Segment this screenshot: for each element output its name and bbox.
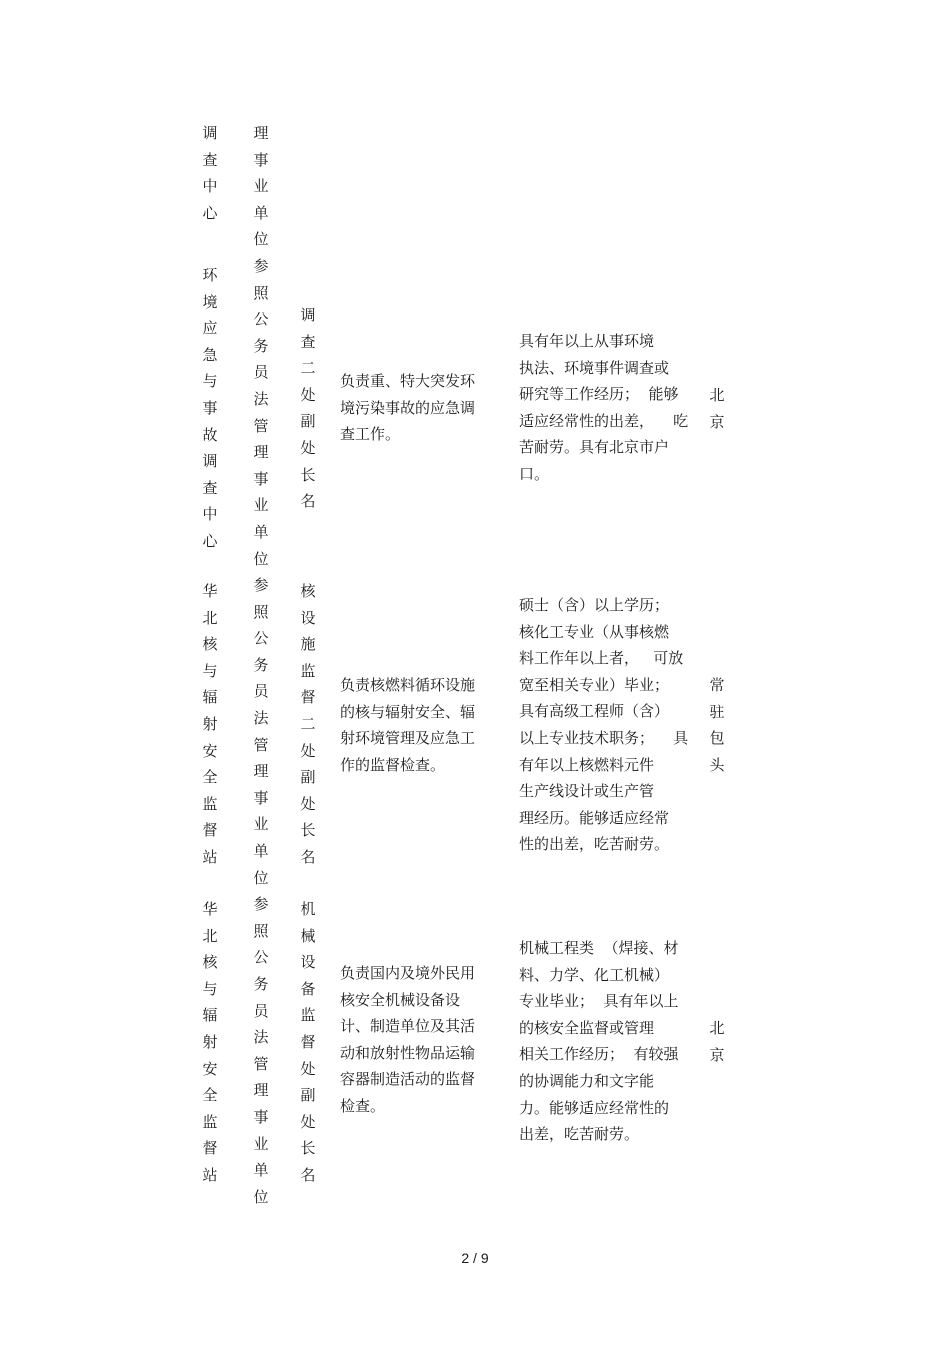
- unit-name-3: 华 北 核 与 辐 射 安 全 监 督 站: [202, 900, 218, 1184]
- unit-name-2: 华 北 核 与 辐 射 安 全 监 督 站: [202, 582, 218, 866]
- position-1: 核 设 施 监 督 二 处 副 处 长 名: [300, 582, 316, 866]
- unit-name-1: 环 境 应 急 与 事 故 调 查 中 心: [202, 266, 218, 550]
- location-2: 北 京: [709, 1019, 725, 1064]
- requirement-text-1: 硕士（含）以上学历； 核化工专业（从事核燃 料工作年以上者， 可放 宽至相关专业）毕业； 具有高级工程师（含） 以上专业技术职务； 具 有年以上核燃料元件 生产线设计或生产管 理经历。能够适应经常 性的出差，吃苦耐劳。: [519, 596, 689, 854]
- duty-text-1: 负责核燃料循环设施 的核与辐射安全、辐 射环境管理及应急工 作的监督检查。: [340, 676, 476, 774]
- duty-text-2: 负责国内及境外民用 核安全机械设备设 计、制造单位及其活 动和放射性物品运输 容器制造活动的监督 检查。: [340, 964, 476, 1115]
- unit-type-0: 理 事 业 单 位 参 照 公 务 员 法 管 理 事 业 单 位 参 照 公 务 员 法 管 理 事 业 单 位 参 照 公 务 员 法 管 理 事 业 单 位: [253, 124, 269, 1206]
- requirement-text-0: 具有年以上从事环境 执法、环境事件调查或 研究等工作经历； 能够 适应经常性的出差， 吃 苦耐劳。具有北京市户 口。: [519, 332, 689, 483]
- unit-name-0: 调 查 中 心: [202, 124, 218, 222]
- page-number: 2 / 9: [461, 1250, 489, 1266]
- location-1: 常 驻 包 头: [709, 676, 725, 774]
- requirement-text-2: 机械工程类 （焊接、材 料、力学、化工机械） 专业毕业； 具有年以上 的核安全监督或管理 相关工作经历； 有较强 的协调能力和文字能 力。能够适应经常性的 出差，吃苦耐劳。: [519, 939, 679, 1144]
- position-0: 调 查 二 处 副 处 长 名: [300, 306, 316, 511]
- location-0: 北 京: [709, 386, 725, 431]
- duty-text-0: 负责重、特大突发环 境污染事故的应急调 查工作。: [340, 372, 476, 444]
- position-2: 机 械 设 备 监 督 处 副 处 长 名: [300, 900, 316, 1184]
